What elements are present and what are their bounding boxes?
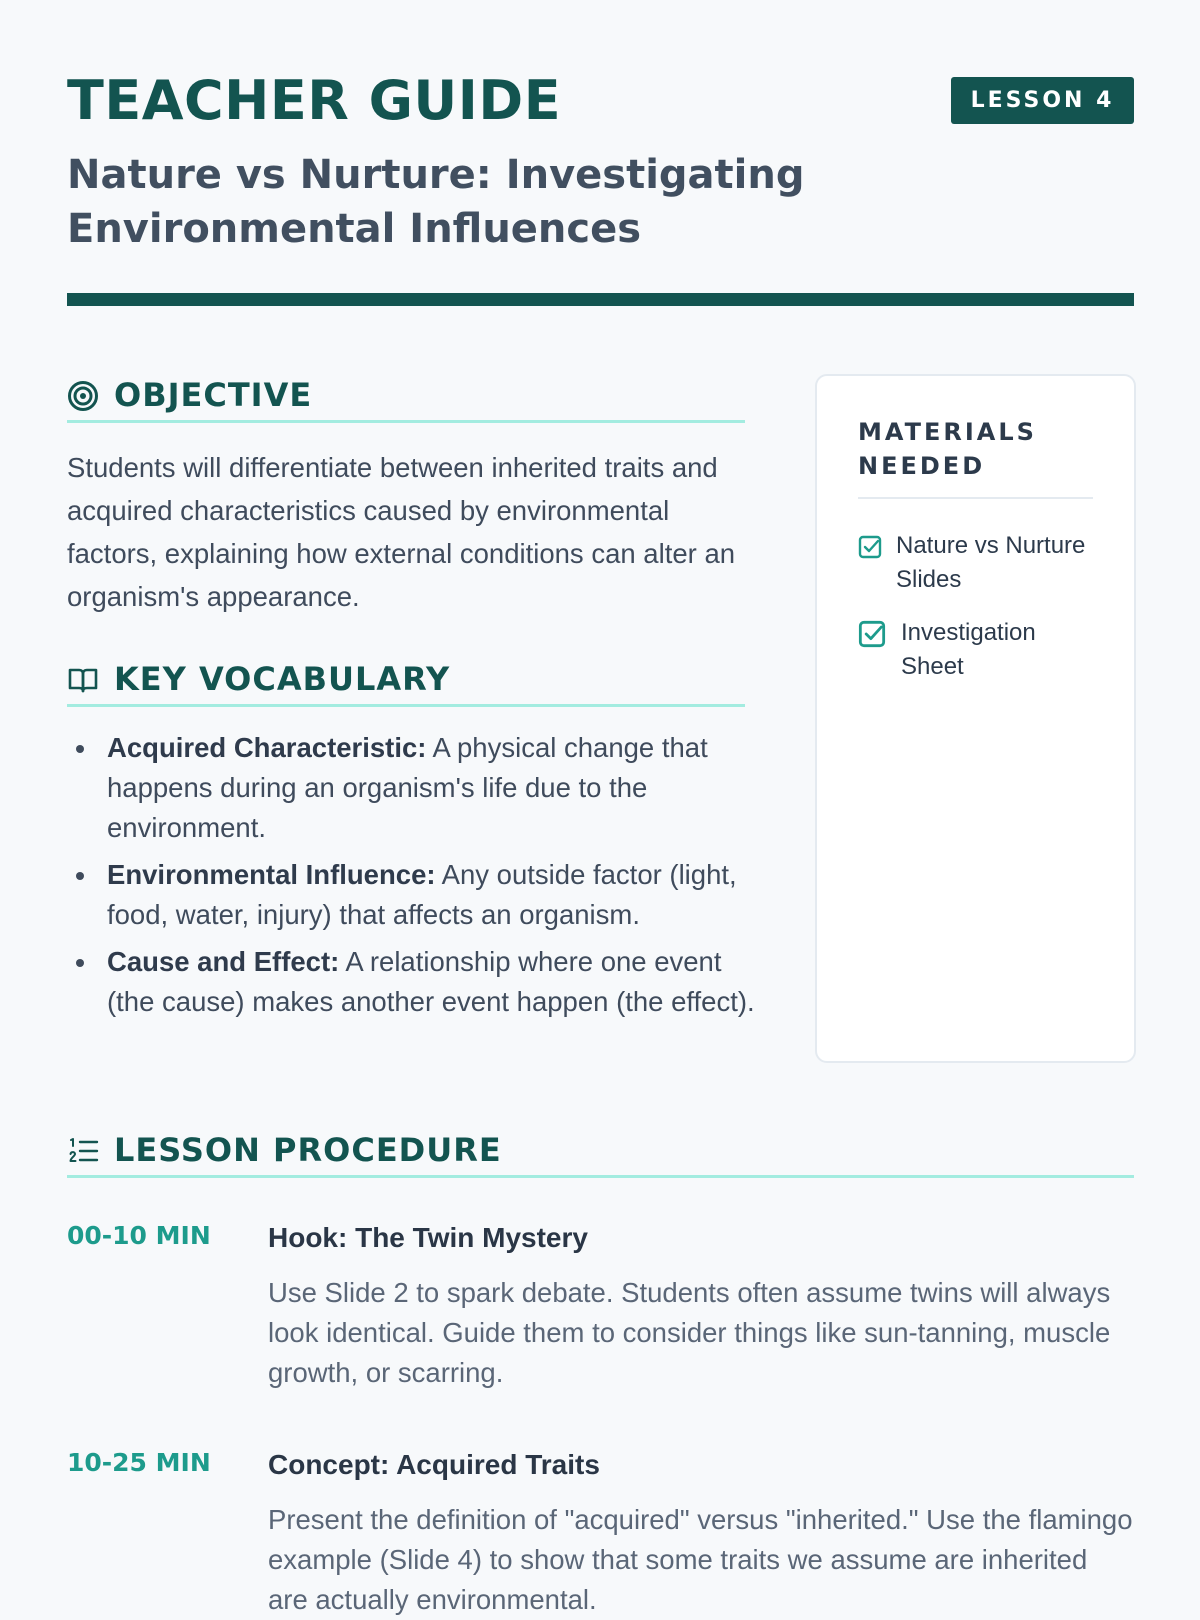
step-description: Use Slide 2 to spark debate. Students often assume twins will always look identical. Guide them to consider things like sun-tanning, muscle growth, or scarring. (268, 1277, 1111, 1388)
vocabulary-item (67, 855, 767, 935)
objective-heading (67, 372, 745, 423)
lesson-badge: LESSON 4 (951, 77, 1134, 124)
procedure-heading (67, 1127, 1134, 1178)
step-description: Present the definition of "acquired" versus "inherited." Use the flamingo example (Slide 4) to show that some traits we assume are inherited are actually environmental. (268, 1504, 1133, 1615)
target-icon (67, 380, 99, 412)
teacher-guide-page (67, 0, 1134, 1615)
header (67, 66, 1134, 136)
check-square-icon (858, 620, 886, 648)
objective-heading-label: OBJECTIVE (114, 376, 313, 414)
vocabulary-term: Acquired Characteristic: (107, 732, 427, 763)
vocabulary-heading (67, 656, 745, 707)
materials-item-label: Nature vs Nurture Slides (896, 532, 1086, 593)
vocabulary-list (67, 728, 767, 1029)
vocabulary-definition: A physical change that happens during an organism's life due to the environment. (107, 732, 708, 843)
materials-card (815, 374, 1136, 1063)
vocabulary-heading-label: KEY VOCABULARY (114, 660, 451, 698)
materials-heading: MATERIALS NEEDED (858, 415, 1093, 499)
book-icon (67, 664, 99, 696)
vocabulary-definition: A relationship where one event (the cause) makes another event happen (the effect). (107, 946, 755, 1017)
numbered-list-icon (67, 1135, 99, 1167)
materials-item-label: Investigation Sheet (901, 619, 1036, 680)
step-time: 10-25 MIN (67, 1448, 211, 1477)
vocabulary-term: Environmental Influence: (107, 859, 436, 890)
vocabulary-item (67, 942, 767, 1022)
step-title: Hook: The Twin Mystery (268, 1222, 588, 1253)
header-divider (67, 293, 1134, 306)
page-title: TEACHER GUIDE (67, 69, 562, 132)
vocabulary-item (67, 728, 767, 848)
lesson-subtitle: Nature vs Nurture: Investigating Environmental Influences (67, 152, 805, 252)
procedure-heading-label: LESSON PROCEDURE (114, 1131, 502, 1169)
vocabulary-definition: Any outside factor (light, food, water, injury) that affects an organism. (107, 859, 737, 930)
objective-text: Students will differentiate between inherited traits and acquired characteristics caused by environmental factors, explaining how external conditions can alter an organism's appearance. (67, 452, 736, 612)
check-square-icon (858, 535, 882, 559)
step-time: 00-10 MIN (67, 1221, 211, 1250)
step-title: Concept: Acquired Traits (268, 1449, 600, 1480)
vocabulary-term: Cause and Effect: (107, 946, 340, 977)
